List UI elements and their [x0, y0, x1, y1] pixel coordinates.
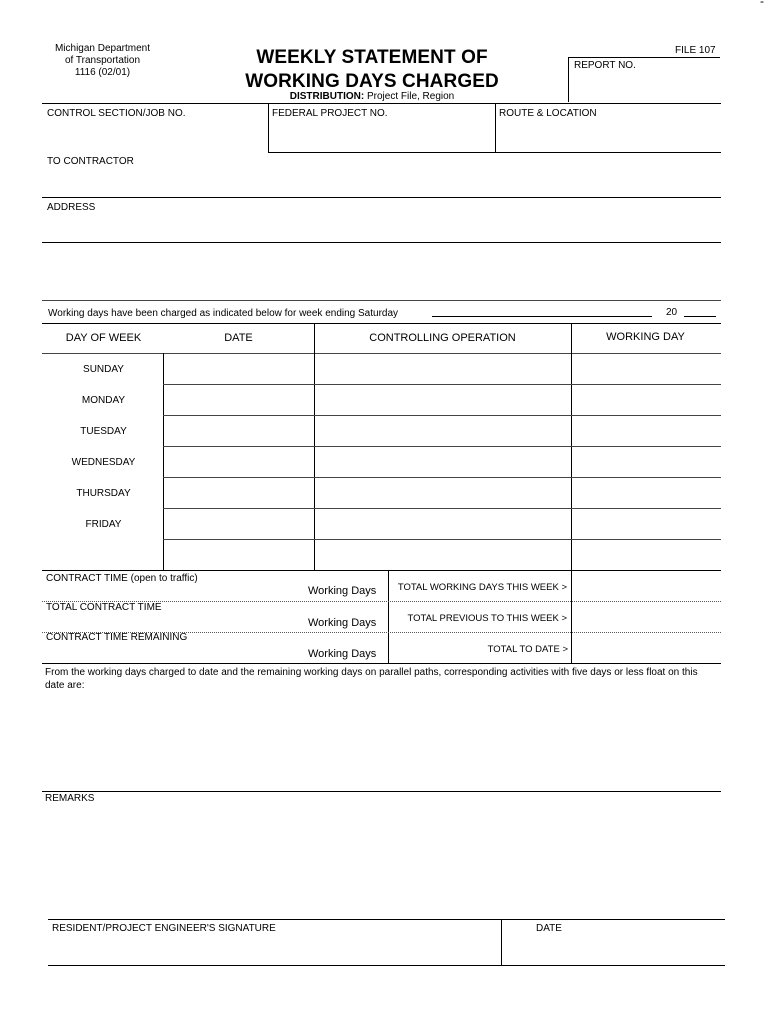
- distribution: [232, 91, 512, 102]
- total-to-date-label: TOTAL TO DATE >: [487, 644, 568, 655]
- report-no-label: REPORT NO.: [574, 60, 636, 71]
- date-wednesday-field[interactable]: [165, 448, 312, 476]
- federal-project-field[interactable]: [271, 122, 493, 150]
- total-this-week-field[interactable]: [573, 572, 720, 600]
- header-working-day: WORKING DAY: [606, 331, 685, 343]
- form-title-line2: WORKING DAYS CHARGED: [245, 71, 499, 92]
- day-sunday: SUNDAY: [83, 364, 124, 375]
- route-location-label: ROUTE & LOCATION: [499, 108, 597, 119]
- date-friday-field[interactable]: [165, 510, 312, 538]
- operation-monday-field[interactable]: [316, 386, 569, 414]
- address-field-line2[interactable]: [44, 246, 720, 296]
- operation-friday-field[interactable]: [316, 510, 569, 538]
- contract-time-field[interactable]: [200, 582, 305, 598]
- week-ending-year-field[interactable]: [684, 303, 716, 316]
- header-day-of-week: DAY OF WEEK: [65, 332, 142, 344]
- date-tuesday-field[interactable]: [165, 417, 312, 445]
- report-no-field[interactable]: [572, 74, 717, 100]
- day-wednesday: WEDNESDAY: [71, 457, 136, 468]
- date-sunday-field[interactable]: [165, 355, 312, 383]
- working-day-sunday-field[interactable]: [573, 355, 720, 383]
- total-contract-time-field[interactable]: [200, 614, 305, 630]
- agency-name-line1: Michigan Department: [54, 43, 151, 54]
- contract-time-label: CONTRACT TIME (open to traffic): [46, 573, 198, 584]
- to-contractor-field[interactable]: [44, 170, 720, 196]
- date-thursday-field[interactable]: [165, 479, 312, 507]
- operation-sunday-field[interactable]: [316, 355, 569, 383]
- operation-extra-field[interactable]: [316, 541, 569, 569]
- distribution-label: DISTRIBUTION:: [289, 91, 365, 102]
- day-monday: MONDAY: [81, 395, 126, 406]
- float-note: From the working days charged to date and the remaining working days on parallel paths, corresponding activities with five days or less float on this date are:: [45, 667, 698, 691]
- engineer-signature-field[interactable]: [50, 936, 499, 963]
- day-thursday: THURSDAY: [76, 488, 131, 499]
- header-controlling-operation: CONTROLLING OPERATION: [369, 332, 516, 344]
- contract-time-remaining-label: CONTRACT TIME REMAINING: [46, 632, 188, 643]
- agency-block: [40, 43, 165, 79]
- contract-time-unit: Working Days: [308, 585, 377, 597]
- to-contractor-label: TO CONTRACTOR: [47, 156, 134, 167]
- week-ending-text: Working days have been charged as indicated below for week ending Saturday: [48, 308, 399, 319]
- agency-name-line2: of Transportation: [64, 55, 141, 66]
- total-contract-time-label: TOTAL CONTRACT TIME: [46, 602, 162, 613]
- total-this-week-label: TOTAL WORKING DAYS THIS WEEK >: [397, 582, 567, 593]
- date-monday-field[interactable]: [165, 386, 312, 414]
- signature-date-field[interactable]: [504, 936, 723, 963]
- control-section-label: CONTROL SECTION/JOB NO.: [47, 108, 186, 119]
- distribution-value: Project File, Region: [366, 91, 455, 102]
- total-to-date-field[interactable]: [573, 634, 720, 662]
- working-day-wednesday-field[interactable]: [573, 448, 720, 476]
- form-title-line1: WEEKLY STATEMENT OF: [256, 47, 488, 68]
- form-number: 1116 (02/01): [74, 67, 131, 78]
- route-location-field[interactable]: [498, 122, 720, 150]
- total-previous-field[interactable]: [573, 603, 720, 631]
- remarks-label: REMARKS: [45, 793, 95, 804]
- corner-mark: -: [760, 0, 764, 8]
- total-previous-label: TOTAL PREVIOUS TO THIS WEEK >: [407, 613, 567, 624]
- engineer-signature-label: RESIDENT/PROJECT ENGINEER'S SIGNATURE: [52, 923, 276, 934]
- header-date: DATE: [224, 332, 253, 344]
- working-day-monday-field[interactable]: [573, 386, 720, 414]
- float-activities-field[interactable]: [44, 695, 720, 790]
- day-extra-field[interactable]: [44, 541, 161, 569]
- date-extra-field[interactable]: [165, 541, 312, 569]
- federal-project-label: FEDERAL PROJECT NO.: [272, 108, 388, 119]
- day-friday: FRIDAY: [85, 519, 122, 530]
- working-day-extra-field[interactable]: [573, 541, 720, 569]
- working-day-thursday-field[interactable]: [573, 479, 720, 507]
- total-contract-time-unit: Working Days: [308, 617, 377, 629]
- file-label: FILE 107: [675, 45, 716, 56]
- signature-date-label: DATE: [536, 923, 562, 934]
- contract-time-remaining-unit: Working Days: [308, 648, 377, 660]
- working-day-friday-field[interactable]: [573, 510, 720, 538]
- year-prefix: 20: [666, 307, 678, 318]
- operation-wednesday-field[interactable]: [316, 448, 569, 476]
- working-day-tuesday-field[interactable]: [573, 417, 720, 445]
- address-field-line1[interactable]: [44, 216, 720, 241]
- form-title: [212, 46, 532, 94]
- contract-time-remaining-field[interactable]: [200, 645, 305, 661]
- week-ending-date-field[interactable]: [432, 303, 652, 316]
- remarks-field[interactable]: [44, 807, 720, 915]
- control-section-field[interactable]: [44, 122, 266, 150]
- address-label: ADDRESS: [47, 202, 96, 213]
- day-tuesday: TUESDAY: [80, 426, 127, 437]
- operation-thursday-field[interactable]: [316, 479, 569, 507]
- operation-tuesday-field[interactable]: [316, 417, 569, 445]
